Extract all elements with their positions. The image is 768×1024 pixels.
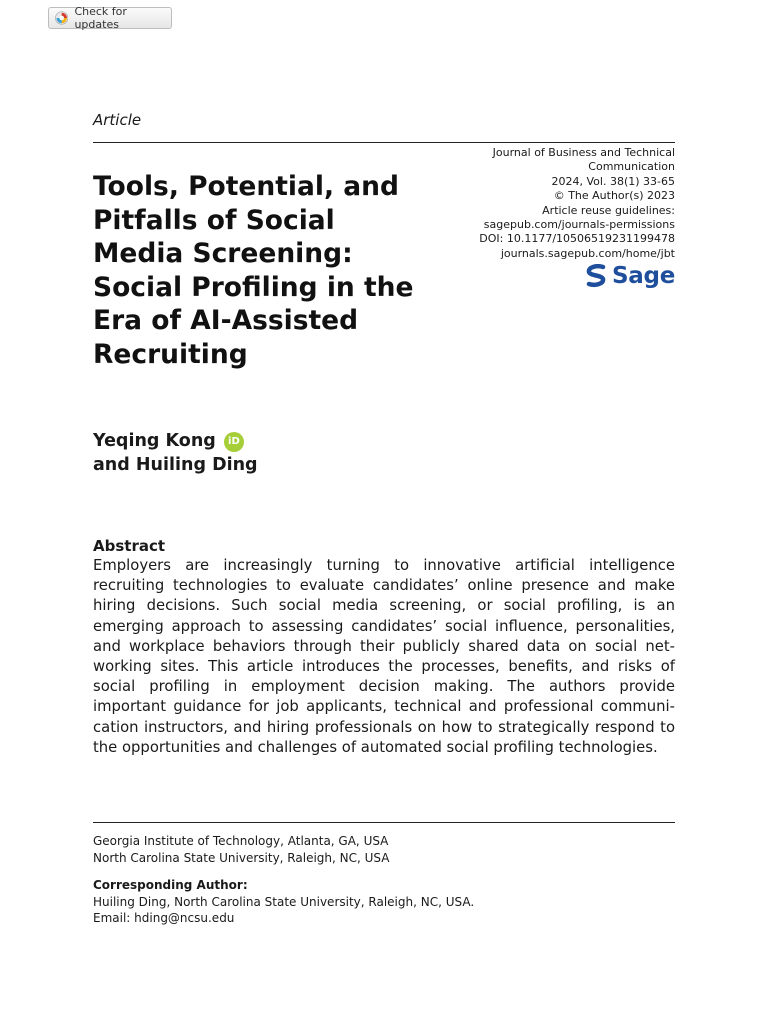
journal-name-cont: Communication	[588, 160, 675, 174]
title-line: Media Screening:	[93, 238, 353, 269]
footer-divider	[93, 822, 675, 823]
affiliations	[93, 833, 389, 867]
corresponding-author-address: Huiling Ding, North Carolina State University, Raleigh, NC, USA.	[93, 894, 475, 909]
title-line: Tools, Potential, and	[93, 171, 399, 202]
journal-info	[425, 146, 675, 261]
doi[interactable]: DOI: 10.1177/10506519231199478	[479, 232, 675, 246]
corresponding-author	[93, 877, 474, 927]
corresponding-author-label: Corresponding Author:	[93, 878, 248, 892]
reuse-guidelines-label: Article reuse guidelines:	[542, 203, 675, 217]
check-for-updates-label: Check for updates	[74, 5, 127, 31]
header-divider	[93, 142, 675, 143]
permissions-link[interactable]: sagepub.com/journals-permissions	[483, 218, 675, 232]
affiliation-georgia-tech: Georgia Institute of Technology, Atlanta, GA, USA	[93, 834, 389, 848]
check-for-updates-button[interactable]	[48, 7, 172, 29]
title-line: Era of AI-Assisted	[93, 305, 359, 336]
sage-wordmark: Sage	[612, 263, 675, 289]
abstract-heading: Abstract	[93, 537, 166, 555]
journal-name: Journal of Business and Technical	[492, 146, 675, 159]
article-type-label: Article	[93, 111, 142, 129]
crossmark-icon	[55, 11, 68, 25]
corresponding-author-email[interactable]: Email: hding@ncsu.edu	[93, 911, 235, 925]
sage-logo	[585, 263, 675, 289]
journal-homepage-link[interactable]: journals.sagepub.com/home/jbt	[500, 246, 675, 260]
orcid-icon[interactable]: iD	[224, 432, 244, 452]
volume-info: 2024, Vol. 38(1) 33-65	[551, 174, 675, 188]
author-huiling-ding: and Huiling Ding	[93, 455, 258, 475]
title-line: Social Profiling in the	[93, 271, 414, 303]
affiliation-ncsu: North Carolina State University, Raleigh, NC, USA	[93, 851, 390, 865]
abstract-body: Employers are increasingly turning to innovative artificial intelligence recruiting technologies to evaluate candidates’ online presence and make hiring decisions. Such social media screening, or social profiling, is an emerging approach to assessing candidates’ social influence, personalities, and workplace behaviors through their publicly shared data on social net-working sites. This article introduces the processes, benefits, and risks of social profiling in employment decision making. The authors provide important guidance for job applicants, technical and professional communi-cation instructors, and hiring professionals on how to strategically respond to the opportunities and challenges of automated social profiling technologies.	[93, 557, 675, 756]
title-line: Recruiting	[93, 338, 248, 370]
title-line: Pitfalls of Social	[93, 204, 335, 236]
author-list	[93, 429, 258, 477]
sage-s-icon	[585, 264, 607, 288]
article-title	[93, 170, 463, 371]
copyright: © The Author(s) 2023	[553, 189, 675, 203]
author-yeqing-kong: Yeqing Kong	[93, 431, 216, 451]
